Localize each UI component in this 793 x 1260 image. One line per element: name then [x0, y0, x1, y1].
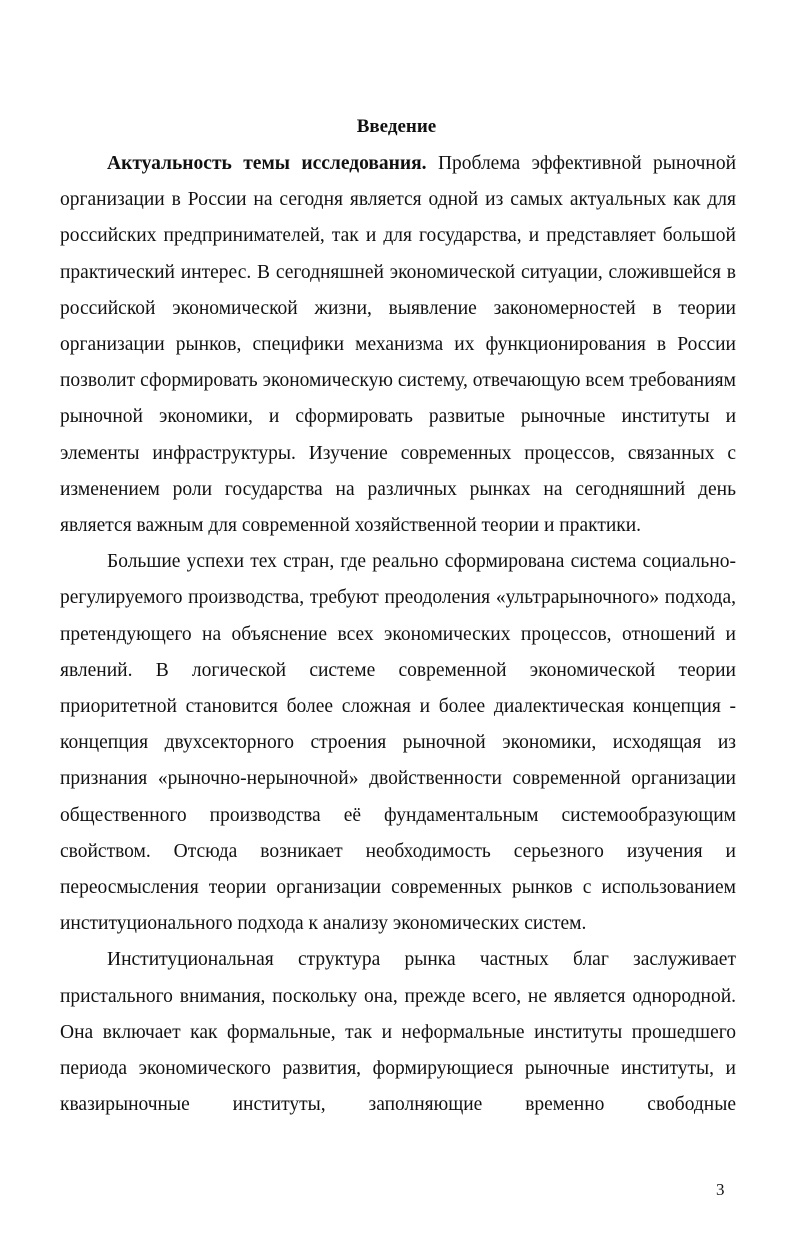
paragraph-lead: Актуальность темы исследования.: [107, 153, 427, 174]
paragraph-relevance: [60, 146, 736, 544]
paragraph-institutional-structure: [60, 942, 736, 1123]
section-title: Введение: [356, 116, 437, 137]
paragraph-text: Проблема эффективной рыночной организации в России на сегодня является одной из самых актуальных как для российских предпринимателей, так и для государства, и представляет большой практический интерес. В сегодняшней экономической ситуации, сложившейся в российской экономической жизни, выявление закономерностей в теории организации рынков, специфики механизма их функционирования в России позволит сформировать экономическую систему, отвечающую всем требованиям рыночной экономики, и сформировать развитые рыночные институты и элементы инфраструктуры. Изучение современных процессов, связанных с изменением роли государства на различных рынках на сегодняшний день является важным для современной хозяйственной теории и практики.: [60, 153, 737, 537]
page-number: 3: [716, 1180, 725, 1199]
paragraph-text: Большие успехи тех стран, где реально сформирована система социально-регулируемого производства, требуют преодоления «ультрарыночного» подхода, претендующего на объяснение всех экономических процессов, отношений и явлений. В логической системе современной экономической теории приоритетной становится более сложная и более диалектическая концепция - концепция двухсекторного строения рыночной экономики, исходящая из признания «рыночно-нерыночной» двойственности современной организации общественного производства её фундаментальным системообразующим свойством. Отсюда возникает необходимость серьезного изучения и переосмысления теории организации современных рынков с использованием институционального подхода к анализу экономических систем.: [60, 551, 736, 935]
body-text: [60, 146, 736, 1123]
paragraph-two-sector: [60, 544, 736, 942]
paragraph-text: Институциональная структура рынка частных благ заслуживает пристального внимания, поскольку она, прежде всего, не является однородной. Она включает как формальные, так и неформальные институты прошедшего периода экономического развития, формирующиеся рыночные институты, и квазирыночные институты, заполняющие временно свободные: [60, 949, 736, 1116]
